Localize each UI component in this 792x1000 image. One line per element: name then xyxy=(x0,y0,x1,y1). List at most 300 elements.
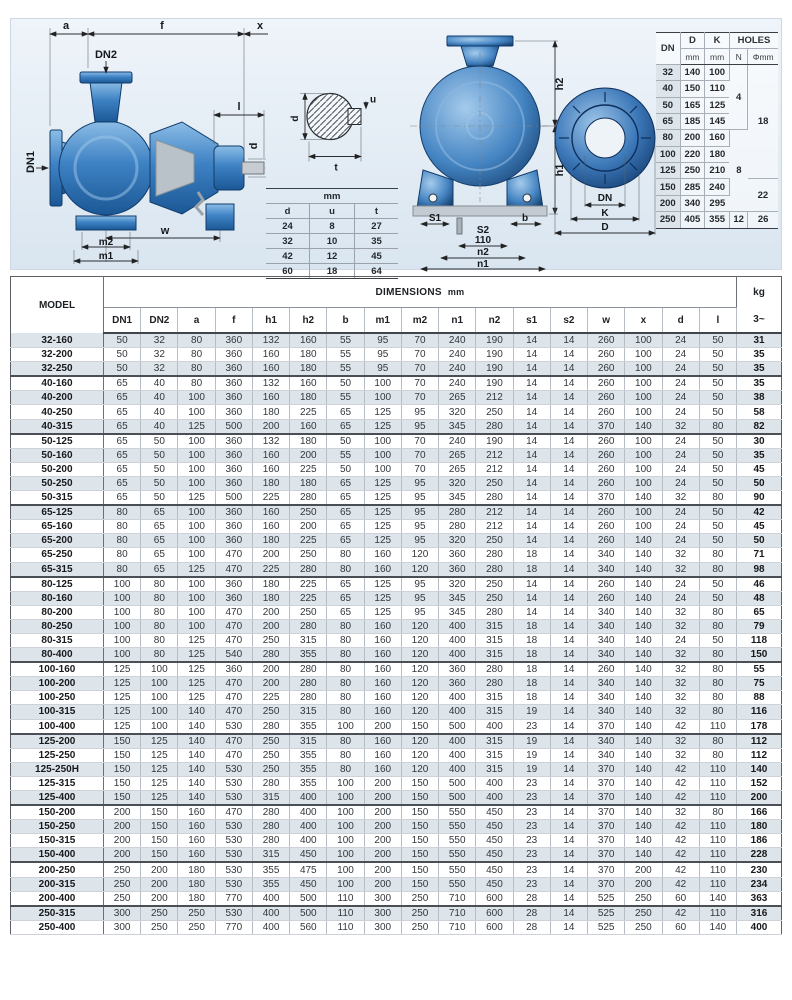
model-row-50-125 xyxy=(11,434,782,449)
model-cell: 100-250 xyxy=(11,691,104,705)
dim-cell-n2: 212 xyxy=(476,391,513,405)
flange-table xyxy=(656,32,778,229)
dim-cell-h2: 225 xyxy=(290,405,327,419)
kg-cell: 90 xyxy=(737,491,782,506)
dim-cell-d: 32 xyxy=(662,734,699,749)
flange-table-cell: 110 xyxy=(705,81,730,97)
model-row-50-250 xyxy=(11,476,782,490)
dim-cell-d: 42 xyxy=(662,762,699,776)
dim-cell-w: 260 xyxy=(588,348,625,362)
dim-cell-n1: 240 xyxy=(439,434,476,449)
dim-cell-x: 140 xyxy=(625,548,662,562)
dim-cell-n2: 212 xyxy=(476,505,513,520)
model-row-65-250 xyxy=(11,548,782,562)
dim-cell-w: 370 xyxy=(588,762,625,776)
dim-cell-n2: 315 xyxy=(476,705,513,719)
dim-cell-s2: 14 xyxy=(550,548,587,562)
dim-cell-d: 42 xyxy=(662,848,699,863)
dim-cell-s1: 14 xyxy=(513,591,550,605)
dim-cell-l: 140 xyxy=(699,920,736,934)
col-header-n1: n1 xyxy=(439,308,476,334)
shaft-table-cell: 45 xyxy=(354,249,398,264)
dim-cell-n2: 212 xyxy=(476,520,513,534)
dim-cell-m1: 160 xyxy=(364,734,401,749)
dim-cell-s2: 14 xyxy=(550,520,587,534)
dim-cell-DN1: 200 xyxy=(104,805,141,820)
dim-cell-a: 125 xyxy=(178,562,215,577)
dim-cell-DN2: 40 xyxy=(141,391,178,405)
dimensions-unit: mm xyxy=(447,286,465,297)
dim-cell-h1: 355 xyxy=(252,877,289,891)
col-header-h1: h1 xyxy=(252,308,289,334)
model-row-100-200 xyxy=(11,677,782,691)
dim-cell-DN2: 65 xyxy=(141,548,178,562)
dim-cell-DN2: 80 xyxy=(141,619,178,633)
dim-cell-d: 42 xyxy=(662,906,699,921)
dim-cell-h2: 160 xyxy=(290,419,327,434)
kg-cell: 46 xyxy=(737,577,782,592)
flange-table-cell: 165 xyxy=(680,97,705,113)
dim-cell-w: 370 xyxy=(588,719,625,734)
model-row-200-250 xyxy=(11,862,782,877)
model-cell: 125-250 xyxy=(11,748,104,762)
dim-cell-w: 260 xyxy=(588,434,625,449)
dim-cell-DN1: 80 xyxy=(104,520,141,534)
model-row-80-315 xyxy=(11,633,782,647)
dim-cell-f: 470 xyxy=(215,691,252,705)
dim-cell-l: 80 xyxy=(699,419,736,434)
dim-cell-DN1: 80 xyxy=(104,548,141,562)
dim-cell-w: 340 xyxy=(588,691,625,705)
dim-cell-DN1: 100 xyxy=(104,619,141,633)
dim-cell-h2: 180 xyxy=(290,348,327,362)
dim-cell-m1: 95 xyxy=(364,333,401,348)
dim-cell-l: 110 xyxy=(699,762,736,776)
dim-cell-a: 180 xyxy=(178,891,215,906)
dim-cell-m1: 200 xyxy=(364,791,401,806)
dim-cell-w: 370 xyxy=(588,805,625,820)
dim-cell-f: 360 xyxy=(215,520,252,534)
dim-cell-s1: 28 xyxy=(513,906,550,921)
dim-cell-d: 42 xyxy=(662,791,699,806)
dim-cell-DN1: 100 xyxy=(104,605,141,619)
dim-cell-s2: 14 xyxy=(550,776,587,790)
dim-cell-m1: 125 xyxy=(364,591,401,605)
dim-cell-b: 80 xyxy=(327,619,364,633)
dim-cell-l: 80 xyxy=(699,648,736,663)
dim-cell-DN2: 100 xyxy=(141,677,178,691)
dim-cell-n1: 320 xyxy=(439,534,476,548)
dim-cell-s1: 14 xyxy=(513,577,550,592)
kg-cell: 186 xyxy=(737,834,782,848)
dim-cell-w: 525 xyxy=(588,891,625,906)
model-row-100-160 xyxy=(11,662,782,677)
dim-cell-DN1: 80 xyxy=(104,534,141,548)
dim-cell-s2: 14 xyxy=(550,333,587,348)
dim-cell-l: 80 xyxy=(699,748,736,762)
dim-cell-d: 60 xyxy=(662,920,699,934)
dim-cell-s2: 14 xyxy=(550,562,587,577)
dim-cell-b: 110 xyxy=(327,920,364,934)
dim-cell-x: 140 xyxy=(625,591,662,605)
dim-cell-x: 140 xyxy=(625,677,662,691)
col-header-m1: m1 xyxy=(364,308,401,334)
dim-cell-f: 360 xyxy=(215,362,252,377)
dim-cell-h1: 200 xyxy=(252,677,289,691)
dim-cell-f: 360 xyxy=(215,434,252,449)
dim-cell-a: 125 xyxy=(178,491,215,506)
dim-cell-b: 50 xyxy=(327,376,364,391)
dim-cell-f: 360 xyxy=(215,376,252,391)
dim-cell-h1: 225 xyxy=(252,691,289,705)
dim-cell-m2: 95 xyxy=(401,476,438,490)
dim-cell-h1: 180 xyxy=(252,476,289,490)
dim-cell-m2: 95 xyxy=(401,520,438,534)
dim-cell-h1: 315 xyxy=(252,791,289,806)
dim-cell-n1: 240 xyxy=(439,348,476,362)
dim-cell-f: 530 xyxy=(215,719,252,734)
dim-cell-l: 110 xyxy=(699,820,736,834)
dim-label-w: w xyxy=(160,225,170,237)
dim-cell-s1: 18 xyxy=(513,619,550,633)
dim-cell-l: 50 xyxy=(699,633,736,647)
dim-cell-n1: 280 xyxy=(439,505,476,520)
dim-cell-x: 100 xyxy=(625,520,662,534)
dim-cell-s2: 14 xyxy=(550,705,587,719)
dim-cell-b: 80 xyxy=(327,662,364,677)
dim-cell-h1: 250 xyxy=(252,705,289,719)
dim-cell-h1: 400 xyxy=(252,906,289,921)
dim-cell-b: 65 xyxy=(327,505,364,520)
main-table-body xyxy=(11,333,782,934)
dim-cell-w: 260 xyxy=(588,662,625,677)
dim-cell-m1: 125 xyxy=(364,405,401,419)
dim-cell-a: 140 xyxy=(178,734,215,749)
dim-cell-n1: 320 xyxy=(439,405,476,419)
dim-cell-n1: 240 xyxy=(439,333,476,348)
dim-cell-DN1: 80 xyxy=(104,505,141,520)
dim-cell-DN2: 200 xyxy=(141,891,178,906)
kg-cell: 35 xyxy=(737,448,782,462)
dim-cell-DN1: 65 xyxy=(104,462,141,476)
kg-cell: 35 xyxy=(737,376,782,391)
dim-label-n1: n1 xyxy=(477,259,489,270)
dim-cell-f: 360 xyxy=(215,591,252,605)
dim-cell-m2: 120 xyxy=(401,762,438,776)
dim-cell-b: 50 xyxy=(327,462,364,476)
dim-cell-h2: 250 xyxy=(290,505,327,520)
dim-cell-b: 55 xyxy=(327,362,364,377)
kg-cell: 112 xyxy=(737,748,782,762)
model-cell: 150-400 xyxy=(11,848,104,863)
dim-cell-b: 80 xyxy=(327,648,364,663)
dim-label-a: a xyxy=(62,20,70,32)
dim-cell-h2: 280 xyxy=(290,562,327,577)
dim-cell-h1: 160 xyxy=(252,391,289,405)
flange-table-cell: 185 xyxy=(680,113,705,129)
model-cell: 80-400 xyxy=(11,648,104,663)
dim-cell-w: 370 xyxy=(588,491,625,506)
dim-cell-m1: 125 xyxy=(364,605,401,619)
dim-cell-a: 180 xyxy=(178,877,215,891)
dim-cell-DN2: 65 xyxy=(141,534,178,548)
dim-cell-m1: 125 xyxy=(364,419,401,434)
shaft-table-cell: 42 xyxy=(266,249,310,264)
dim-cell-h2: 400 xyxy=(290,805,327,820)
dim-cell-s1: 14 xyxy=(513,376,550,391)
dim-cell-l: 80 xyxy=(699,805,736,820)
model-row-100-250 xyxy=(11,691,782,705)
dim-cell-s1: 14 xyxy=(513,348,550,362)
dim-label-m2: m2 xyxy=(98,237,114,248)
kg-cell: 178 xyxy=(737,719,782,734)
dim-cell-s1: 23 xyxy=(513,719,550,734)
dim-cell-m2: 120 xyxy=(401,648,438,663)
dim-cell-f: 470 xyxy=(215,633,252,647)
dim-cell-m2: 95 xyxy=(401,591,438,605)
kg-cell: 166 xyxy=(737,805,782,820)
dim-cell-l: 110 xyxy=(699,862,736,877)
shaft-table-cell: 24 xyxy=(266,219,310,234)
dim-cell-h1: 280 xyxy=(252,648,289,663)
dim-cell-DN1: 300 xyxy=(104,920,141,934)
flange-n-count-cell: 4 xyxy=(729,64,747,130)
flange-table-cell: 160 xyxy=(705,130,730,146)
flange-col-k: K xyxy=(705,33,730,49)
dim-cell-s1: 18 xyxy=(513,562,550,577)
dim-cell-s1: 19 xyxy=(513,705,550,719)
dim-cell-m2: 95 xyxy=(401,605,438,619)
dim-cell-h2: 200 xyxy=(290,448,327,462)
dim-cell-s2: 14 xyxy=(550,534,587,548)
dim-cell-l: 140 xyxy=(699,891,736,906)
col-header-w: w xyxy=(588,308,625,334)
flange-drawing xyxy=(550,66,660,258)
dim-cell-a: 100 xyxy=(178,605,215,619)
dim-cell-m1: 125 xyxy=(364,577,401,592)
dim-cell-w: 370 xyxy=(588,848,625,863)
dim-cell-a: 160 xyxy=(178,834,215,848)
dim-label-dn: DN xyxy=(597,193,613,204)
dim-cell-s1: 23 xyxy=(513,877,550,891)
dim-cell-l: 80 xyxy=(699,619,736,633)
dim-cell-n1: 360 xyxy=(439,548,476,562)
dim-cell-s1: 23 xyxy=(513,776,550,790)
dim-cell-s2: 14 xyxy=(550,376,587,391)
dim-cell-DN2: 100 xyxy=(141,691,178,705)
dim-cell-h2: 225 xyxy=(290,591,327,605)
dim-cell-l: 50 xyxy=(699,577,736,592)
dim-cell-n1: 400 xyxy=(439,748,476,762)
dim-cell-s1: 14 xyxy=(513,476,550,490)
dim-cell-n2: 400 xyxy=(476,719,513,734)
dim-cell-w: 340 xyxy=(588,605,625,619)
dim-cell-w: 260 xyxy=(588,520,625,534)
model-cell: 40-250 xyxy=(11,405,104,419)
dim-cell-n2: 400 xyxy=(476,791,513,806)
dim-cell-DN2: 50 xyxy=(141,434,178,449)
model-row-50-160 xyxy=(11,448,782,462)
model-cell: 125-315 xyxy=(11,776,104,790)
dim-cell-m1: 160 xyxy=(364,562,401,577)
model-cell: 125-200 xyxy=(11,734,104,749)
dim-cell-DN1: 125 xyxy=(104,662,141,677)
dim-cell-s2: 14 xyxy=(550,734,587,749)
dim-cell-d: 24 xyxy=(662,348,699,362)
dim-cell-d: 24 xyxy=(662,333,699,348)
model-row-40-200 xyxy=(11,391,782,405)
dim-cell-n1: 240 xyxy=(439,376,476,391)
dim-cell-DN2: 32 xyxy=(141,333,178,348)
col-header-a: a xyxy=(178,308,215,334)
dim-cell-n2: 190 xyxy=(476,362,513,377)
dimensions-header xyxy=(104,277,737,308)
dim-cell-s1: 23 xyxy=(513,834,550,848)
dim-cell-d: 24 xyxy=(662,534,699,548)
dim-cell-h1: 400 xyxy=(252,891,289,906)
dim-cell-m1: 125 xyxy=(364,520,401,534)
dim-cell-d: 24 xyxy=(662,520,699,534)
dim-cell-n1: 345 xyxy=(439,419,476,434)
dim-cell-m1: 300 xyxy=(364,891,401,906)
dim-cell-m2: 250 xyxy=(401,891,438,906)
dim-cell-l: 50 xyxy=(699,534,736,548)
dim-cell-h2: 450 xyxy=(290,877,327,891)
dim-cell-x: 250 xyxy=(625,891,662,906)
model-row-125-400 xyxy=(11,791,782,806)
dim-cell-w: 370 xyxy=(588,419,625,434)
dim-cell-x: 140 xyxy=(625,848,662,863)
model-cell: 80-315 xyxy=(11,633,104,647)
flange-table-cell: 150 xyxy=(680,81,705,97)
dim-cell-DN2: 32 xyxy=(141,348,178,362)
dim-cell-n2: 190 xyxy=(476,376,513,391)
dim-cell-b: 80 xyxy=(327,762,364,776)
dim-cell-f: 360 xyxy=(215,662,252,677)
dim-cell-h2: 160 xyxy=(290,376,327,391)
dim-cell-DN1: 65 xyxy=(104,419,141,434)
dim-cell-x: 100 xyxy=(625,333,662,348)
dim-cell-h2: 225 xyxy=(290,577,327,592)
flange-table-cell: 125 xyxy=(656,163,680,179)
dim-cell-s2: 14 xyxy=(550,591,587,605)
model-cell: 50-200 xyxy=(11,462,104,476)
dim-cell-s1: 23 xyxy=(513,848,550,863)
pump-front-view-drawing xyxy=(395,22,565,270)
dim-cell-m1: 100 xyxy=(364,434,401,449)
dim-cell-s1: 23 xyxy=(513,820,550,834)
kg-cell: 75 xyxy=(737,677,782,691)
dim-cell-x: 140 xyxy=(625,633,662,647)
dim-cell-n1: 550 xyxy=(439,820,476,834)
model-row-80-250 xyxy=(11,619,782,633)
shaft-table-body xyxy=(266,219,398,279)
dim-cell-l: 110 xyxy=(699,791,736,806)
dim-cell-h1: 250 xyxy=(252,748,289,762)
dim-cell-b: 65 xyxy=(327,591,364,605)
dim-cell-d: 32 xyxy=(662,677,699,691)
kg-cell: 50 xyxy=(737,534,782,548)
dim-cell-b: 100 xyxy=(327,877,364,891)
dim-cell-s2: 14 xyxy=(550,762,587,776)
dim-cell-a: 100 xyxy=(178,577,215,592)
flange-table-cell: 210 xyxy=(705,163,730,179)
flange-col-d: D xyxy=(680,33,705,49)
dim-cell-d: 24 xyxy=(662,633,699,647)
dim-cell-w: 340 xyxy=(588,633,625,647)
dim-cell-n1: 265 xyxy=(439,391,476,405)
dim-cell-b: 65 xyxy=(327,605,364,619)
dim-cell-d: 32 xyxy=(662,662,699,677)
dim-cell-h1: 250 xyxy=(252,734,289,749)
dim-cell-l: 80 xyxy=(699,548,736,562)
dim-cell-b: 65 xyxy=(327,577,364,592)
dim-cell-n2: 212 xyxy=(476,448,513,462)
model-row-250-315 xyxy=(11,906,782,921)
model-cell: 100-315 xyxy=(11,705,104,719)
dim-cell-d: 32 xyxy=(662,562,699,577)
dim-cell-n2: 190 xyxy=(476,434,513,449)
model-row-65-200 xyxy=(11,534,782,548)
kg-cell: 55 xyxy=(737,662,782,677)
dim-cell-DN1: 50 xyxy=(104,362,141,377)
dim-cell-x: 140 xyxy=(625,619,662,633)
dim-cell-s1: 14 xyxy=(513,448,550,462)
dim-cell-s2: 14 xyxy=(550,462,587,476)
dim-cell-DN1: 250 xyxy=(104,891,141,906)
dim-cell-n2: 250 xyxy=(476,591,513,605)
dim-cell-x: 100 xyxy=(625,462,662,476)
dim-cell-f: 530 xyxy=(215,776,252,790)
col-header-DN2: DN2 xyxy=(141,308,178,334)
dim-cell-DN1: 150 xyxy=(104,776,141,790)
flange-table-cell: 405 xyxy=(680,212,705,228)
dim-cell-m2: 95 xyxy=(401,491,438,506)
flange-unit-k: mm xyxy=(705,49,730,64)
model-row-100-315 xyxy=(11,705,782,719)
model-cell: 250-400 xyxy=(11,920,104,934)
flange-table-cell: 50 xyxy=(656,97,680,113)
dim-cell-h2: 355 xyxy=(290,762,327,776)
dim-cell-f: 470 xyxy=(215,734,252,749)
dim-label-dn1: DN1 xyxy=(25,150,37,174)
dim-cell-x: 140 xyxy=(625,791,662,806)
kg-cell: 180 xyxy=(737,820,782,834)
dim-cell-f: 530 xyxy=(215,820,252,834)
flange-table-row xyxy=(656,179,778,195)
shaft-table xyxy=(266,188,398,279)
dim-cell-b: 65 xyxy=(327,534,364,548)
dim-cell-m1: 95 xyxy=(364,362,401,377)
dim-cell-DN1: 100 xyxy=(104,648,141,663)
kg-cell: 200 xyxy=(737,791,782,806)
dim-cell-f: 500 xyxy=(215,491,252,506)
dim-cell-m1: 160 xyxy=(364,691,401,705)
dim-cell-h2: 400 xyxy=(290,791,327,806)
dim-cell-DN2: 80 xyxy=(141,605,178,619)
model-row-100-400 xyxy=(11,719,782,734)
model-row-150-200 xyxy=(11,805,782,820)
dim-cell-b: 80 xyxy=(327,691,364,705)
dim-cell-d: 32 xyxy=(662,548,699,562)
kg-cell: 116 xyxy=(737,705,782,719)
dim-cell-a: 125 xyxy=(178,419,215,434)
dim-cell-h2: 250 xyxy=(290,605,327,619)
dim-cell-DN2: 125 xyxy=(141,791,178,806)
dim-cell-s1: 18 xyxy=(513,648,550,663)
kg-cell: 118 xyxy=(737,633,782,647)
model-cell: 200-250 xyxy=(11,862,104,877)
